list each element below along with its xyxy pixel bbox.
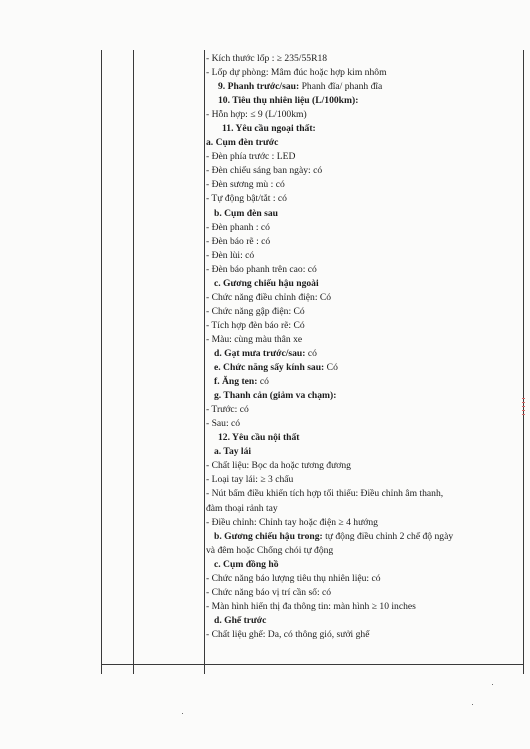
spec-line: - Nút bấm điều khiển tích hợp tối thiểu: Điều chỉnh âm thanh,	[206, 488, 444, 500]
spec-line-heading: e. Chức năng sấy kính sau:	[214, 362, 325, 374]
spec-line-value: có	[305, 347, 317, 359]
spec-line	[206, 375, 524, 389]
scan-speck	[492, 684, 493, 685]
spec-line: a. Cụm đèn trước	[206, 137, 279, 149]
spec-line-heading: d. Gạt mưa trước/sau:	[214, 347, 306, 359]
spec-line: g. Thanh cản (giảm va chạm):	[214, 390, 337, 402]
spec-line: - Đèn báo phanh trên cao: có	[206, 263, 317, 275]
spec-line: a. Tay lái	[214, 446, 252, 458]
spec-line: - Chức năng báo vị trí cần số: có	[206, 586, 332, 598]
spec-line	[206, 361, 524, 375]
table-border-left	[101, 50, 102, 674]
spec-line: và đêm hoặc Chống chói tự động	[206, 544, 334, 556]
spec-line: - Tích hợp đèn báo rẽ: Có	[206, 319, 305, 331]
spec-line: - Chức năng báo lượng tiêu thụ nhiên liệu: có	[206, 572, 381, 584]
spec-line	[206, 80, 524, 94]
spec-line: 10. Tiêu thụ nhiên liệu (L/100km):	[218, 95, 359, 107]
spec-line: d. Ghế trước	[214, 614, 267, 626]
spec-line: - Đèn phía trước : LED	[206, 151, 296, 163]
spec-line: - Điều chỉnh: Chỉnh tay hoặc điện ≥ 4 hướng	[206, 516, 378, 528]
spec-line: - Sau: có	[206, 418, 241, 430]
spec-line	[206, 530, 524, 544]
spec-line: - Trước: có	[206, 404, 249, 416]
spec-line: - Đèn phanh : có	[206, 221, 270, 233]
spec-line-value: tự động điều chỉnh 2 chế độ ngày	[322, 530, 454, 542]
spec-line-value: Có	[324, 362, 338, 374]
scan-speck	[182, 713, 183, 714]
spec-line: - Màn hình hiển thị đa thông tin: màn hình ≥ 10 inches	[206, 600, 416, 612]
spec-line-heading: b. Gương chiếu hậu trong:	[214, 530, 323, 542]
spec-line-heading: f. Ăng ten:	[214, 376, 258, 388]
spec-line-heading: 9. Phanh trước/sau:	[218, 81, 300, 93]
spec-line: - Đèn sương mù : có	[206, 179, 285, 191]
spec-line	[206, 347, 524, 361]
table-column-divider-2	[204, 50, 205, 674]
scan-speck	[472, 704, 473, 705]
spec-line: 11. Yêu cầu ngoại thất:	[222, 123, 316, 135]
spec-line: - Chất liệu ghế: Da, có thông gió, sưởi ghế	[206, 628, 370, 640]
spec-line-value: Phanh đĩa/ phanh đĩa	[299, 81, 383, 93]
spec-line: - Chức năng điều chỉnh điện: Có	[206, 291, 332, 303]
specification-cell	[206, 52, 524, 642]
spec-line: - Chất liệu: Bọc da hoặc tương đương	[206, 460, 351, 472]
spec-line: - Loại tay lái: ≥ 3 chấu	[206, 474, 294, 486]
margin-stain-mark	[522, 395, 526, 435]
spec-line: - Chức năng gập điện: Có	[206, 305, 305, 317]
spec-line: - Đèn lùi: có	[206, 249, 255, 261]
table-column-divider-1	[133, 50, 134, 674]
spec-line: 12. Yêu cầu nội thất	[218, 432, 300, 444]
table-bottom-border	[101, 664, 523, 665]
spec-line: c. Gương chiếu hậu ngoài	[214, 277, 319, 289]
spec-line: - Kích thước lốp : ≥ 235/55R18	[206, 53, 328, 64]
spec-line: đàm thoại rảnh tay	[206, 502, 278, 514]
spec-line: c. Cụm đồng hồ	[214, 558, 279, 570]
spec-line: - Đèn chiếu sáng ban ngày: có	[206, 165, 323, 177]
spec-line: - Tự động bật/tắt : có	[206, 193, 287, 205]
spec-line: - Hỗn hợp: ≤ 9 (L/100km)	[206, 109, 307, 121]
spec-line-value: có	[257, 376, 269, 388]
spec-line: - Đèn báo rẽ : có	[206, 235, 271, 247]
spec-line: - Lốp dự phòng: Mâm đúc hoặc hợp kim nhôm	[206, 67, 387, 79]
spec-line: - Màu: cùng màu thân xe	[206, 333, 303, 345]
spec-line: b. Cụm đèn sau	[214, 207, 278, 219]
